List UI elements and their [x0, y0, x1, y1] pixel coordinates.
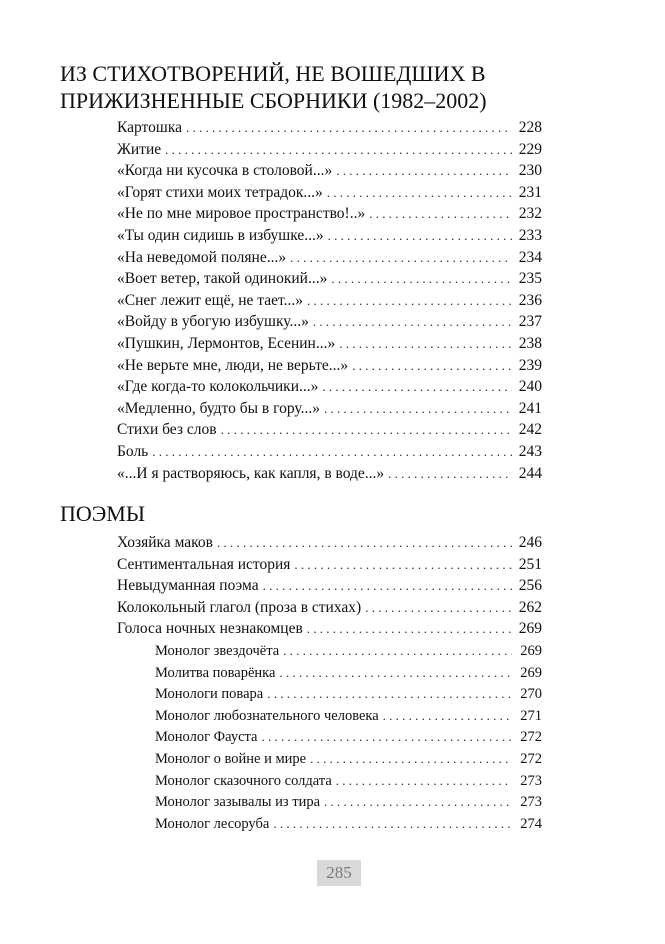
dot-leader [388, 463, 512, 485]
toc-entry-page: 232 [518, 205, 542, 223]
toc-entry [155, 662, 542, 684]
dot-leader [267, 683, 512, 705]
dot-leader [369, 203, 512, 225]
toc-entry-page: 272 [520, 729, 542, 746]
dot-leader [313, 311, 512, 333]
dot-leader [221, 419, 512, 441]
toc-entry [117, 441, 542, 463]
toc-entry-title: Житие [117, 140, 162, 158]
toc-entry-title: Монолог любознательного человека [155, 707, 379, 724]
toc-entry-title: Голоса ночных незнакомцев [117, 620, 303, 638]
toc-entry-title: «Не верьте мне, люди, не верьте...» [117, 356, 349, 374]
dot-leader [273, 813, 512, 835]
toc-entry [117, 225, 542, 247]
dot-leader [324, 398, 512, 420]
dot-leader [310, 748, 512, 770]
toc-entry [117, 160, 542, 182]
toc-entry [117, 575, 542, 597]
toc-entry-page: 235 [518, 270, 542, 288]
toc-entry-page: 271 [520, 707, 542, 724]
toc-entry [155, 770, 542, 792]
toc-entry [117, 618, 542, 640]
toc-entry-page: 262 [518, 598, 542, 616]
toc-entry-title: Боль [117, 443, 149, 460]
toc-entry-title: «Воет ветер, такой одинокий...» [117, 270, 328, 288]
toc-entry-title: Монолог зазывалы из тира [155, 794, 321, 811]
dot-leader [324, 791, 512, 813]
page-number: 285 [317, 860, 361, 886]
toc-entry [117, 117, 542, 139]
toc-entry-title: Невыдуманная поэма [117, 577, 259, 595]
toc-entry-title: Колокольный глагол (проза в стихах) [117, 598, 362, 616]
dot-leader [165, 139, 512, 161]
toc-entry [117, 355, 542, 377]
dot-leader [217, 532, 512, 554]
toc-entry-title: Монолог сказочного солдата [155, 772, 332, 789]
toc-entry-page: 273 [520, 794, 542, 811]
toc-entry-title: «Войду в убогую избушку...» [117, 313, 309, 331]
toc-entry-title: Монологи повара [155, 686, 264, 703]
toc-entry-page: 241 [518, 399, 542, 417]
toc-entry [117, 290, 542, 312]
toc-entry-page: 230 [518, 162, 542, 180]
toc-entry-page: 231 [518, 183, 542, 201]
toc-entry-page: 269 [520, 643, 542, 659]
toc-entry-title: «Не по мне мировое пространство!..» [117, 205, 366, 223]
toc-entry [117, 376, 542, 398]
toc-entry-page: 272 [520, 751, 542, 767]
toc-entry-page: 238 [518, 335, 542, 352]
toc-entry-page: 229 [518, 140, 542, 158]
toc-entry-title: Картошка [117, 119, 182, 136]
toc-entry-title: «...И я растворяюсь, как капля, в воде...» [117, 464, 385, 482]
toc-entry-page: 236 [518, 291, 542, 309]
toc-entry [117, 532, 542, 554]
toc-entry [155, 640, 542, 662]
toc-entry-page: 274 [520, 815, 542, 832]
toc-entry [117, 419, 542, 441]
toc-entry-page: 243 [518, 443, 542, 460]
toc-entry-title: «Медленно, будто бы в гору...» [117, 399, 320, 417]
toc-entry [117, 182, 542, 204]
dot-leader [328, 225, 512, 247]
dot-leader [352, 355, 512, 377]
toc-entry-title: Сентиментальная история [117, 555, 291, 573]
toc-entry-title: Монолог звездочёта [155, 643, 280, 659]
toc-entry-title: «Снег лежит ещё, не тает...» [117, 291, 303, 309]
toc-entry-title: «На неведомой поляне...» [117, 248, 287, 266]
dot-leader [336, 160, 512, 182]
toc-entry-title: «Горят стихи моих тетрадок...» [117, 183, 323, 201]
toc-entry [155, 791, 542, 813]
toc-entry [117, 333, 542, 355]
toc-entry-page: 273 [520, 772, 542, 789]
dot-leader [261, 726, 512, 748]
dot-leader [294, 554, 512, 576]
dot-leader [339, 333, 512, 355]
toc-entry-title: «Ты один сидишь в избушке...» [117, 227, 324, 244]
toc-entry-title: Хозяйка маков [117, 534, 213, 551]
dot-leader [331, 268, 512, 290]
toc-entry-page: 269 [518, 620, 542, 638]
toc-entry [155, 726, 542, 748]
dot-leader [152, 441, 512, 463]
toc-entry-page: 270 [520, 686, 542, 703]
toc-entry-page: 239 [518, 356, 542, 374]
toc-entry [117, 268, 542, 290]
toc-entry [117, 203, 542, 225]
toc-entry-page: 234 [518, 248, 542, 266]
dot-leader [263, 575, 512, 597]
toc-entry-page: 237 [518, 313, 542, 331]
dot-leader [327, 182, 512, 204]
toc-entry [117, 597, 542, 619]
toc-entry [155, 683, 542, 705]
section-title: ИЗ СТИХОТВОРЕНИЙ, НЕ ВОШЕДШИХ В ПРИЖИЗНЕННЫЕ СБОРНИКИ (1982–2002) [60, 61, 487, 113]
toc-entry-title: «Где когда-то колокольчики...» [117, 378, 319, 396]
dot-leader [279, 662, 512, 684]
toc-entry-page: 228 [518, 119, 542, 136]
toc-entry-page: 233 [518, 227, 542, 244]
toc-entry-title: Монолог Фауста [155, 729, 258, 746]
dot-leader [307, 290, 512, 312]
toc-entry [117, 398, 542, 420]
toc-entry-page: 240 [518, 378, 542, 396]
toc-entry-title: Молитва поварёнка [155, 664, 276, 681]
toc-entry [117, 311, 542, 333]
dot-leader [307, 618, 512, 640]
toc-entry-title: «Когда ни кусочка в столовой...» [117, 162, 333, 180]
toc-entry [117, 139, 542, 161]
toc-entry-page: 242 [518, 421, 542, 439]
toc-entry-page: 244 [518, 464, 542, 482]
toc-entry-title: «Пушкин, Лермонтов, Есенин...» [117, 335, 336, 352]
toc-entry [117, 463, 542, 485]
toc-entry-title: Монолог лесоруба [155, 815, 270, 832]
toc-entry-page: 251 [518, 555, 542, 573]
dot-leader [186, 117, 512, 139]
toc-entry-title: Монолог о войне и мире [155, 751, 307, 767]
section-title: ПОЭМЫ [60, 501, 146, 526]
dot-leader [283, 640, 512, 662]
toc-entry [117, 247, 542, 269]
toc-entry-page: 269 [520, 664, 542, 681]
dot-leader [383, 705, 512, 727]
toc-entry [155, 748, 542, 770]
toc-entry-page: 256 [518, 577, 542, 595]
toc-entry [117, 554, 542, 576]
toc-entry-page: 246 [518, 534, 542, 551]
toc-entry [155, 813, 542, 835]
toc-entry [155, 705, 542, 727]
dot-leader [322, 376, 512, 398]
dot-leader [336, 770, 512, 792]
dot-leader [290, 247, 512, 269]
toc-entry-title: Стихи без слов [117, 421, 217, 439]
dot-leader [365, 597, 512, 619]
